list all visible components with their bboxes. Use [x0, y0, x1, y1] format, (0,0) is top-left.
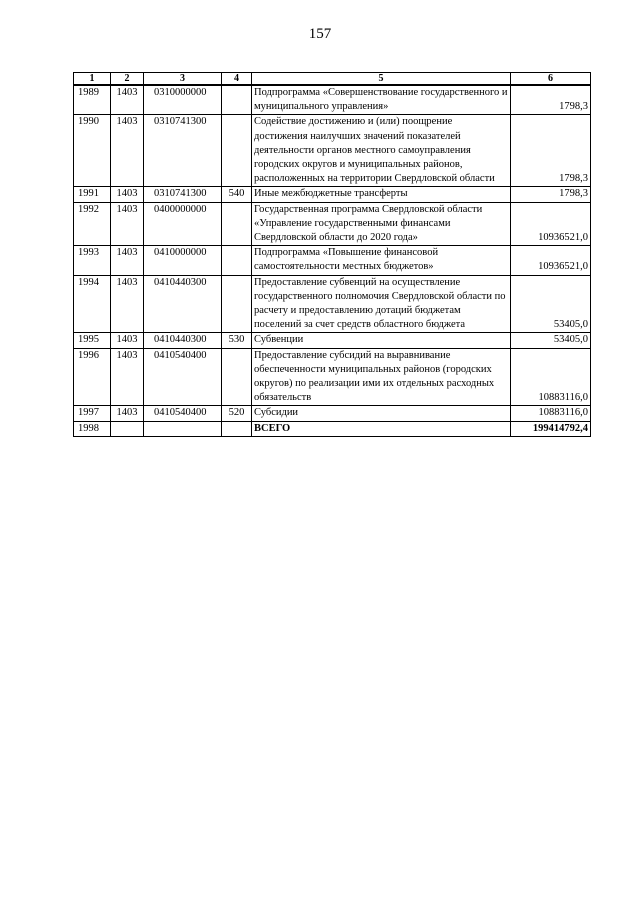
- row-number: 1996: [74, 348, 111, 406]
- item-name: Подпрограмма «Повышение финансовой самостоятельности местных бюджетов»: [252, 246, 511, 275]
- item-name: Государственная программа Свердловской области «Управление государственными финансами Свердловской области до 2020 года»: [252, 202, 511, 246]
- item-name: Содействие достижению и (или) поощрение достижения наилучших значений показателей деятельности органов местного самоуправления городских округов и муниципальных районов, расположенных на территории Свердловской области: [252, 115, 511, 187]
- table-row: [74, 115, 591, 187]
- table-row: [74, 202, 591, 246]
- section-code: 1403: [111, 275, 144, 333]
- expense-type-code: [222, 275, 252, 333]
- item-name: Предоставление субсидий на выравнивание обеспеченности муниципальных районов (городских округов) по реализации ими их отдельных расходных обязательств: [252, 348, 511, 406]
- row-number: 1991: [74, 187, 111, 202]
- page-number: 157: [308, 26, 332, 42]
- item-name: Субсидии: [252, 406, 511, 421]
- section-code: 1403: [111, 406, 144, 421]
- target-code: 0310741300: [144, 187, 222, 202]
- target-code: 0310741300: [144, 115, 222, 187]
- total-label: ВСЕГО: [252, 421, 511, 436]
- total-amount: 199414792,4: [511, 421, 591, 436]
- item-amount: 1798,3: [511, 187, 591, 202]
- header-col-1: 1: [74, 73, 111, 86]
- row-number: 1998: [74, 421, 111, 436]
- target-code: 0410440300: [144, 275, 222, 333]
- item-name: Иные межбюджетные трансферты: [252, 187, 511, 202]
- expense-type-code: [222, 202, 252, 246]
- expense-type-code: 540: [222, 187, 252, 202]
- table-body: [74, 85, 591, 436]
- item-amount: 10883116,0: [511, 406, 591, 421]
- item-amount: 1798,3: [511, 85, 591, 115]
- table-row: [74, 333, 591, 348]
- section-code: 1403: [111, 85, 144, 115]
- table-row: [74, 246, 591, 275]
- target-code: 0410440300: [144, 333, 222, 348]
- row-number: 1992: [74, 202, 111, 246]
- row-number: 1994: [74, 275, 111, 333]
- expense-type-code: [222, 85, 252, 115]
- expense-type-code: [222, 246, 252, 275]
- table-row: [74, 85, 591, 115]
- item-amount: 53405,0: [511, 275, 591, 333]
- item-amount: 10936521,0: [511, 202, 591, 246]
- item-name: Субвенции: [252, 333, 511, 348]
- section-code: [111, 421, 144, 436]
- expense-type-code: 530: [222, 333, 252, 348]
- expense-type-code: [222, 115, 252, 187]
- item-amount: 10936521,0: [511, 246, 591, 275]
- row-number: 1995: [74, 333, 111, 348]
- header-col-5: 5: [252, 73, 511, 86]
- item-amount: 10883116,0: [511, 348, 591, 406]
- target-code: 0410540400: [144, 406, 222, 421]
- expense-type-code: [222, 421, 252, 436]
- table-row: [74, 406, 591, 421]
- table-header-row: [74, 73, 591, 86]
- row-number: 1990: [74, 115, 111, 187]
- header-col-6: 6: [511, 73, 591, 86]
- expense-type-code: [222, 348, 252, 406]
- table-row: [74, 187, 591, 202]
- row-number: 1989: [74, 85, 111, 115]
- target-code: [144, 421, 222, 436]
- item-name: Предоставление субвенций на осуществление государственного полномочия Свердловской области по расчету и предоставлению дотаций бюджетам поселений за счет средств областного бюджета: [252, 275, 511, 333]
- row-number: 1997: [74, 406, 111, 421]
- section-code: 1403: [111, 348, 144, 406]
- item-amount: 53405,0: [511, 333, 591, 348]
- header-col-2: 2: [111, 73, 144, 86]
- section-code: 1403: [111, 202, 144, 246]
- header-col-3: 3: [144, 73, 222, 86]
- item-amount: 1798,3: [511, 115, 591, 187]
- item-name: Подпрограмма «Совершенствование государственного и муниципального управления»: [252, 85, 511, 115]
- target-code: 0400000000: [144, 202, 222, 246]
- section-code: 1403: [111, 187, 144, 202]
- section-code: 1403: [111, 246, 144, 275]
- table-row: [74, 275, 591, 333]
- target-code: 0410000000: [144, 246, 222, 275]
- table-row: [74, 348, 591, 406]
- row-number: 1993: [74, 246, 111, 275]
- section-code: 1403: [111, 115, 144, 187]
- budget-table: [73, 72, 591, 437]
- header-col-4: 4: [222, 73, 252, 86]
- target-code: 0310000000: [144, 85, 222, 115]
- expense-type-code: 520: [222, 406, 252, 421]
- target-code: 0410540400: [144, 348, 222, 406]
- total-row: [74, 421, 591, 436]
- section-code: 1403: [111, 333, 144, 348]
